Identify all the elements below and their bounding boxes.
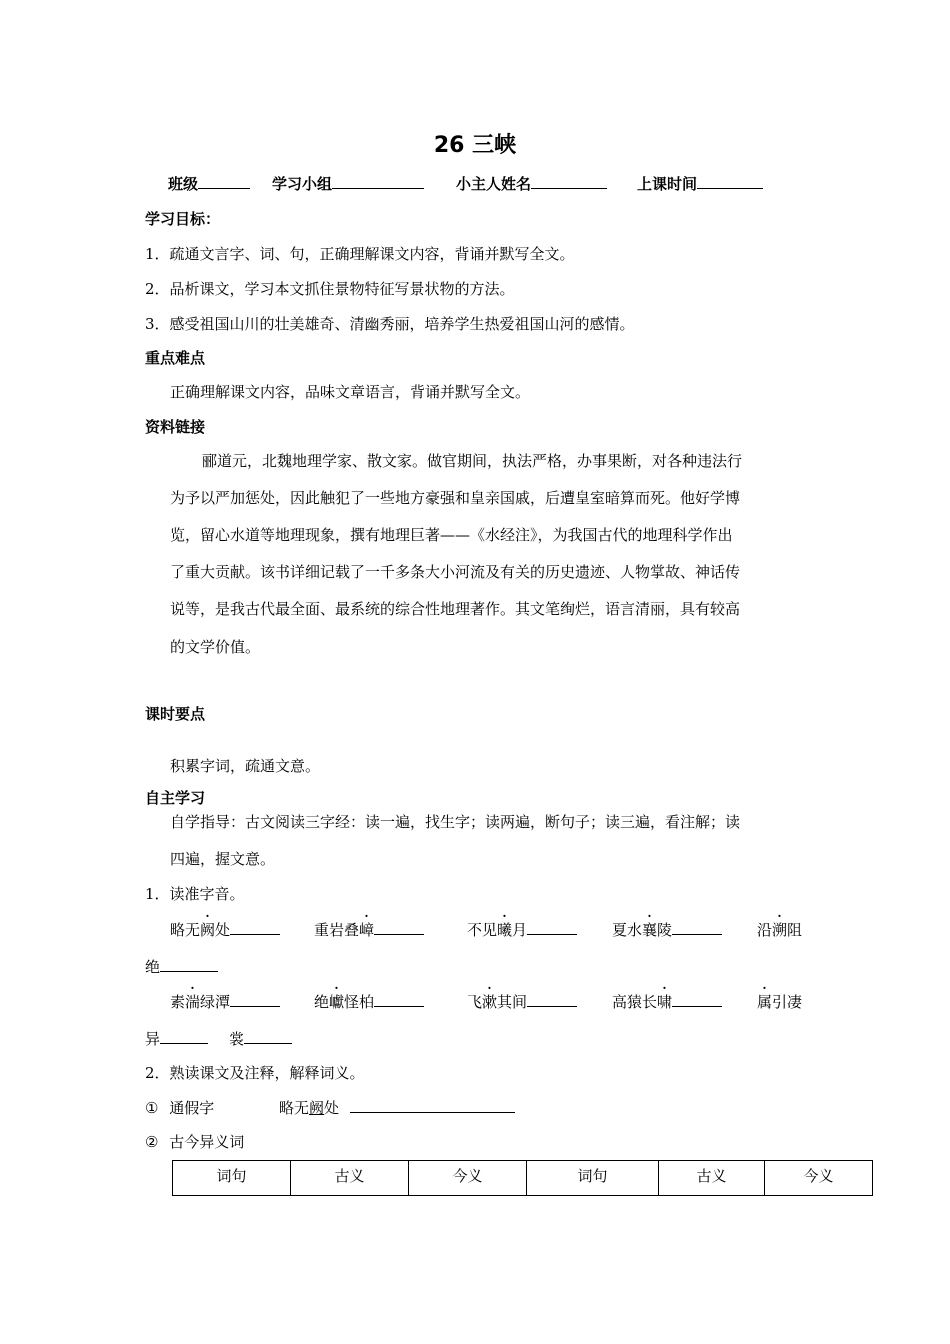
- dotted-char: 湍: [185, 993, 201, 1011]
- resources-line-4: 了重大贡献。该书详细记载了一千多条大小河流及有关的历史遗迹、人物掌故、神话传: [170, 563, 741, 581]
- resources-line-2: 为予以严加惩处，因此触犯了一些地方豪强和皇亲国戚，后遭皇室暗算而死。他好学博: [170, 489, 741, 507]
- sub-question-2: [145, 1131, 244, 1152]
- page-title: 26 三峡: [433, 133, 517, 158]
- phrase-text: 其间: [497, 993, 528, 1011]
- key-points-heading: 重点难点: [145, 349, 206, 367]
- sub-question-label: 古今异义词: [169, 1133, 245, 1151]
- table-header-cell: 词句: [173, 1161, 291, 1196]
- pinyin-item: [170, 919, 280, 940]
- answer-blank[interactable]: [160, 957, 218, 972]
- dotted-char: 嶂: [359, 921, 375, 939]
- dotted-char: 属: [757, 993, 773, 1011]
- lesson-points-heading: 课时要点: [145, 705, 206, 723]
- self-study-heading: 自主学习: [145, 789, 206, 807]
- group-blank[interactable]: [332, 174, 424, 189]
- phrase-text: 素: [170, 993, 186, 1011]
- goal-item-3: 3．感受祖国山川的壮美雄奇、清幽秀丽，培养学生热爱祖国山河的感情。: [145, 315, 635, 333]
- phrase-text: 裳: [229, 1030, 245, 1048]
- phrase-text: 陵: [657, 921, 673, 939]
- group-field[interactable]: [272, 173, 424, 194]
- phrase-text: 绝: [145, 958, 161, 976]
- sub-question-1: [145, 1097, 214, 1118]
- phrase-text: 月: [512, 921, 528, 939]
- phrase-text: 重岩叠: [314, 921, 360, 939]
- group-label: 学习小组: [272, 175, 333, 193]
- answer-blank[interactable]: [374, 992, 424, 1007]
- dotted-char: 啸: [657, 993, 673, 1011]
- pinyin-item-wrap: [229, 1028, 292, 1049]
- phrase-text: 阻: [787, 921, 803, 939]
- pinyin-item: [314, 991, 424, 1012]
- phrase-text: 沿: [757, 921, 773, 939]
- class-time-blank[interactable]: [697, 174, 763, 189]
- host-name-blank[interactable]: [531, 174, 607, 189]
- pinyin-item: [170, 991, 280, 1012]
- phrase-text: 略无: [170, 921, 201, 939]
- dotted-char: 巘: [329, 993, 345, 1011]
- goal-item-1: 1．疏通文言字、词、句，正确理解课文内容，背诵并默写全文。: [145, 245, 575, 263]
- table-header-row: [173, 1161, 873, 1196]
- host-name-field[interactable]: [456, 173, 607, 194]
- class-field[interactable]: [168, 173, 250, 194]
- pinyin-item: [612, 991, 722, 1012]
- pinyin-item: [314, 919, 424, 940]
- ancient-modern-meaning-table: [172, 1160, 873, 1196]
- phrase-text: 绿潭: [200, 993, 231, 1011]
- table-header-cell: 古义: [291, 1161, 409, 1196]
- key-points-text: 正确理解课文内容，品味文章语言，背诵并默写全文。: [170, 383, 531, 401]
- class-time-field[interactable]: [637, 173, 763, 194]
- answer-blank[interactable]: [527, 920, 577, 935]
- goal-item-2: 2．品析课文，学习本文抓住景物特征写景状物的方法。: [145, 280, 515, 298]
- question-2: 2．熟读课文及注释，解释词义。: [145, 1064, 365, 1082]
- question-1: 1．读准字音。: [145, 885, 245, 903]
- phrase-text: 处: [215, 921, 231, 939]
- table-header-cell: 今义: [765, 1161, 873, 1196]
- phrase-text: 怪柏: [344, 993, 375, 1011]
- sub-question-1-phrase: [279, 1097, 515, 1118]
- phrase-text: 处: [324, 1099, 340, 1117]
- pinyin-item: [612, 919, 722, 940]
- pinyin-item: [467, 919, 577, 940]
- pinyin-item: [757, 919, 802, 940]
- answer-blank[interactable]: [350, 1098, 515, 1113]
- dotted-char: 漱: [482, 993, 498, 1011]
- circled-number: ②: [145, 1133, 159, 1151]
- answer-blank[interactable]: [374, 920, 424, 935]
- phrase-text: 夏水: [612, 921, 643, 939]
- answer-blank[interactable]: [672, 992, 722, 1007]
- phrase-text: 引凄: [772, 993, 803, 1011]
- dotted-char: 襄: [642, 921, 658, 939]
- phrase-text: 飞: [467, 993, 483, 1011]
- class-time-label: 上课时间: [637, 175, 698, 193]
- resources-line-5: 说等，是我古代最全面、最系统的综合性地理著作。其文笔绚烂，语言清丽，具有较高: [170, 600, 741, 618]
- resources-line-1: 郦道元，北魏地理学家、散文家。做官期间，执法严格，办事果断，对各种违法行: [202, 452, 743, 470]
- guide-line-1: 自学指导：古文阅读三字经：读一遍，找生字；读两遍，断句子；读三遍，看注解；读: [170, 813, 741, 831]
- class-label: 班级: [168, 175, 199, 193]
- phrase-text: 绝: [314, 993, 330, 1011]
- pinyin-item-wrap: [145, 956, 218, 977]
- table-header-cell: 词句: [527, 1161, 659, 1196]
- underlined-char: 阙: [309, 1099, 325, 1117]
- host-name-label: 小主人姓名: [456, 175, 532, 193]
- circled-number: ①: [145, 1099, 159, 1117]
- answer-blank[interactable]: [527, 992, 577, 1007]
- table-header-cell: 今义: [409, 1161, 527, 1196]
- phrase-text: 高猿长: [612, 993, 658, 1011]
- sub-question-label: 通假字: [169, 1099, 215, 1117]
- class-blank[interactable]: [198, 174, 250, 189]
- resources-line-6: 的文学价值。: [170, 638, 261, 656]
- answer-blank[interactable]: [672, 920, 722, 935]
- guide-line-2: 四遍，握文意。: [170, 850, 276, 868]
- goals-heading: 学习目标：: [145, 210, 221, 228]
- pinyin-item: [467, 991, 577, 1012]
- resources-heading: 资料链接: [145, 418, 206, 436]
- answer-blank[interactable]: [230, 992, 280, 1007]
- lesson-points-text: 积累字词，疏通文意。: [170, 757, 321, 775]
- answer-blank[interactable]: [230, 920, 280, 935]
- pinyin-item-wrap: [145, 1028, 208, 1049]
- phrase-text: 略无: [279, 1099, 310, 1117]
- phrase-text: 不见: [467, 921, 498, 939]
- dotted-char: 阙: [200, 921, 216, 939]
- answer-blank[interactable]: [160, 1029, 208, 1044]
- resources-line-3: 览，留心水道等地理现象，撰有地理巨著——《水经注》，为我国古代的地理科学作出: [170, 526, 733, 544]
- pinyin-item: [757, 991, 802, 1012]
- answer-blank[interactable]: [244, 1029, 292, 1044]
- dotted-char: 溯: [772, 921, 788, 939]
- phrase-text: 异: [145, 1030, 161, 1048]
- table-header-cell: 古义: [659, 1161, 765, 1196]
- dotted-char: 曦: [497, 921, 513, 939]
